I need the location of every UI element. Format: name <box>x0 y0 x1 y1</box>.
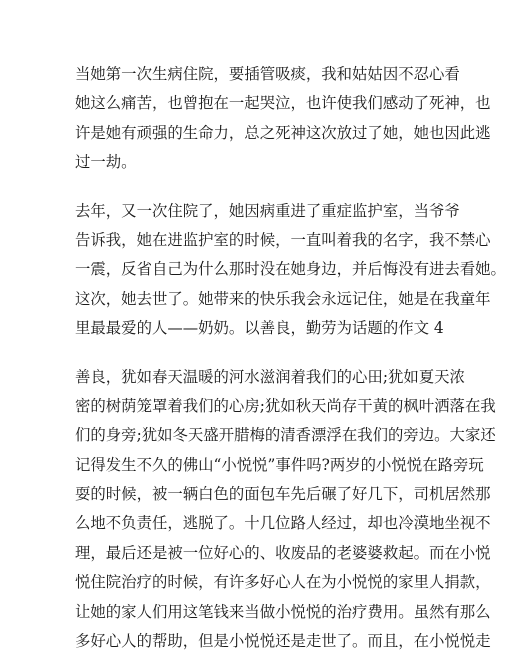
text-line: 一震，反省自己为什么那时没在她身边，并后悔没有进去看她。 <box>75 260 506 279</box>
text-line: 当她第一次生病住院，要插管吸痰，我和姑姑因不忍心看 <box>75 65 460 83</box>
text-line: 许是她有顽强的生命力，总之死神这次放过了她，她也因此逃 <box>75 123 491 142</box>
text-line: 善良，犹如春天温暖的河水滋润着我们的心田;犹如夏天浓 <box>75 367 465 386</box>
text-line: 过一劫。 <box>75 153 137 172</box>
text-line: 里最最爱的人——奶奶。以善良，勤劳为话题的作文 4 <box>75 319 444 338</box>
text-line: 去年，又一次住院了，她因病重进了重症监护室，当爷爷 <box>75 201 460 220</box>
text-line: 们的身旁;犹如冬天盛开腊梅的清香漂浮在我们的旁边。大家还 <box>75 426 496 445</box>
text-line: 多好心人的帮助，但是小悦悦还是走世了。而且，在小悦悦走 <box>75 632 491 651</box>
paragraph-gap <box>75 178 427 197</box>
text-line: 她这么痛苦，也曾抱在一起哭泣，也许使我们感动了死神，也 <box>75 94 491 113</box>
text-line: 密的树荫笼罩着我们的心房;犹如秋天尚存干黄的枫叶洒落在我 <box>75 396 496 415</box>
text-line: 告诉我，她在进监护室的时候，一直叫着我的名字，我不禁心 <box>75 230 491 249</box>
text-line: 让她的家人们用这笔钱来当做小悦悦的治疗费用。虽然有那么 <box>75 602 491 621</box>
document-body <box>75 60 506 656</box>
text-line: 耍的时候，被一辆白色的面包车先后碾了好几下，司机居然那 <box>75 485 491 504</box>
text-line: 这次，她去世了。她带来的快乐我会永远记住，她是在我童年 <box>75 289 491 308</box>
paragraph-gap <box>75 344 427 363</box>
paragraph-3 <box>75 363 496 656</box>
text-line: 记得发生不久的佛山“小悦悦”事件吗?两岁的小悦悦在路旁玩 <box>75 455 484 474</box>
paragraph-1 <box>75 60 491 178</box>
paragraph-2 <box>75 197 506 344</box>
text-line: 悦住院治疗的时候，有许多好心人在为小悦悦的家里人捐款， <box>75 573 491 592</box>
text-line: 么地不负责任，逃脱了。十几位路人经过，却也冷漠地坐视不 <box>75 514 491 533</box>
text-line: 理，最后还是被一位好心的、收废品的老婆婆救起。而在小悦 <box>75 543 491 562</box>
